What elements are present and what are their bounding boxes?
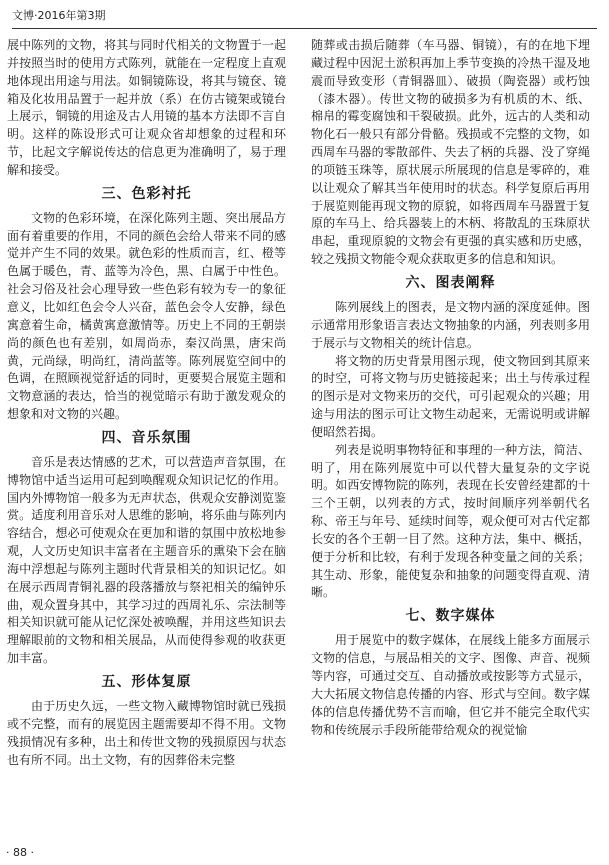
paragraph: 展中陈列的文物，将其与同时代相关的文物置于一起并按照当时的使用方式陈列，就能在一定程度上直观地体现出用途与用法。如铜镜陈设，将其与镜奁、镜箱及化妆用品置于一起并放（系）在仿古镜架或镜台上展示，铜镜的用途及古人用镜的基本方法即不言自明。这样的陈设形式可让观众省却想象的过程和环节，比起文字解说传达的信息更为准确明了，易于理解和接受。	[7, 38, 286, 177]
paragraph: 陈列展线上的图表，是文物内涵的深度延伸。图示通常用形象语言表达文物抽象的内涵，列表则多用于展示与文物相关的统计信息。	[311, 299, 590, 350]
section-heading-digital-media: 七、数字媒体	[405, 608, 496, 625]
paragraph: 随葬或击损后随葬（车马器、铜镜），有的在地下埋藏过程中因泥土淤积再加上季节变换的冷热干湿及地震而导致变形（青铜器皿）、破损（陶瓷器）或朽蚀（漆木器）。传世文物的破损多为有机质的木、纸、棉帛的霉变腐蚀和干裂破损。此外，远古的人类和动物化石一般只有部分骨骼。残损或不完整的文物，如西周车马器的零散部件、失去了柄的兵器、没了穿绳的项链玉珠等，原状展示所展现的信息是零碎的，难以让观众了解其当年使用时的状态。科学复原后再用于展览则能再现文物的原貌，如将西周车马器置于复原的车马上、给兵器装上的木柄、将散乱的玉珠原状串起，重现原貌的文物会有更强的真实感和历史感，较之残损文物能令观众获取更多的信息和知识。	[311, 38, 590, 267]
section-heading-music: 四、音乐氛围	[101, 429, 192, 446]
section-heading-charts: 六、图表阐释	[405, 274, 496, 291]
paragraph: 用于展览中的数字媒体，在展线上能多方面展示文物的信息，与展品相关的文字、图像、声音、视频等内容，可通过交互、自动播放或按影等方式显示，大大拓展文物信息传播的内容、形式与空间。数字媒体的信息传播优势不言而喻，但它并不能完全取代实物和传统展示手段所能带给观众的视觉愉	[311, 633, 590, 737]
journal-title: 文博·2016年第3期	[12, 9, 106, 22]
page-number: · 88 ·	[6, 846, 34, 859]
section-heading-restoration: 五、形体复原	[101, 674, 192, 690]
paragraph: 文物的色彩环境，在深化陈列主题、突出展品方面有着重要的作用，不同的颜色会给人带来不同的感觉并产生不同的效果。就色彩的性质而言，红、橙等色属于暖色，青、蓝等为冷色，黑、白属于中性色。社会习俗及社会心理导致一些色彩有较为专一的象征意义，比如红色会令人兴奋，蓝色会令人安静，绿色寓意着生命，橘黄寓意激情等。历史上不同的王朝崇尚的颜色也有差别，如周尚赤，秦汉尚黑，唐宋尚黄，元尚绿，明尚红，清尚蓝等。陈列展览空间中的色调，在照顾视觉舒适的同时，更要契合展览主题和文物意涵的表达，恰当的视觉暗示有助于激发观众的想象和对文物的兴趣。	[7, 210, 286, 422]
running-header	[12, 6, 597, 29]
section-heading-color: 三、色彩衬托	[101, 185, 192, 202]
paragraph: 由于历史久远，一些文物入藏博物馆时就已残损或不完整，而有的展览因主题需要却不得不用。文物残损情况有多种，出土和传世文物的残损原因与状态也有所不同。出土文物，有的因葬俗未完整	[7, 699, 286, 767]
paragraph: 音乐是表达情感的艺术，可以营造声音氛围，在博物馆中适当运用可起到唤醒观众知识记忆的作用。国内外博物馆一般多为无声状态，供观众安静浏览鉴赏。适度利用音乐对人思维的影响，将乐曲与陈列内容结合，想必可使观众在更加和谐的氛围中放松地参观，人文历史知识丰富者在主题音乐的熏染下会在脑海中浮想起与陈列主题时代背景相关的知识记忆。如在展示西周青铜礼器的段落播放与祭祀相关的编钟乐曲，观众置身其中，其学习过的西周礼乐、宗法制等相关知识就可能从记忆深处被唤醒，并用这些知识去理解眼前的文物和相关展品，从而使得参观的收获更加丰富。	[7, 454, 286, 666]
left-column	[7, 37, 286, 769]
paragraph: 列表是说明事物特征和事理的一种方法，简洁、明了，用在陈列展览中可以代替大量复杂的文字说明。如西安博物院的陈列，表现在长安曾经建都的十三个王朝，以列表的方式，按时间顺序列举朝代名称、帝王与年号、延续时间等，观众便可对古代定都长安的各个王朝一目了然。这种方法，集中、概括，便于分析和比较，有利于发现各种变量之间的关系；其生动、形象，能使复杂和抽象的问题变得直观、清晰。	[311, 442, 590, 600]
right-column	[311, 37, 590, 739]
paragraph: 将文物的历史背景用图示现，使文物回到其原来的时空，可将文物与历史链接起来；出土与传承过程的图示是对文物来历的交代，可引起观众的兴趣；用途与用法的图示可让文物生动起来，无需说明或讲解便昭然若揭。	[311, 353, 590, 439]
